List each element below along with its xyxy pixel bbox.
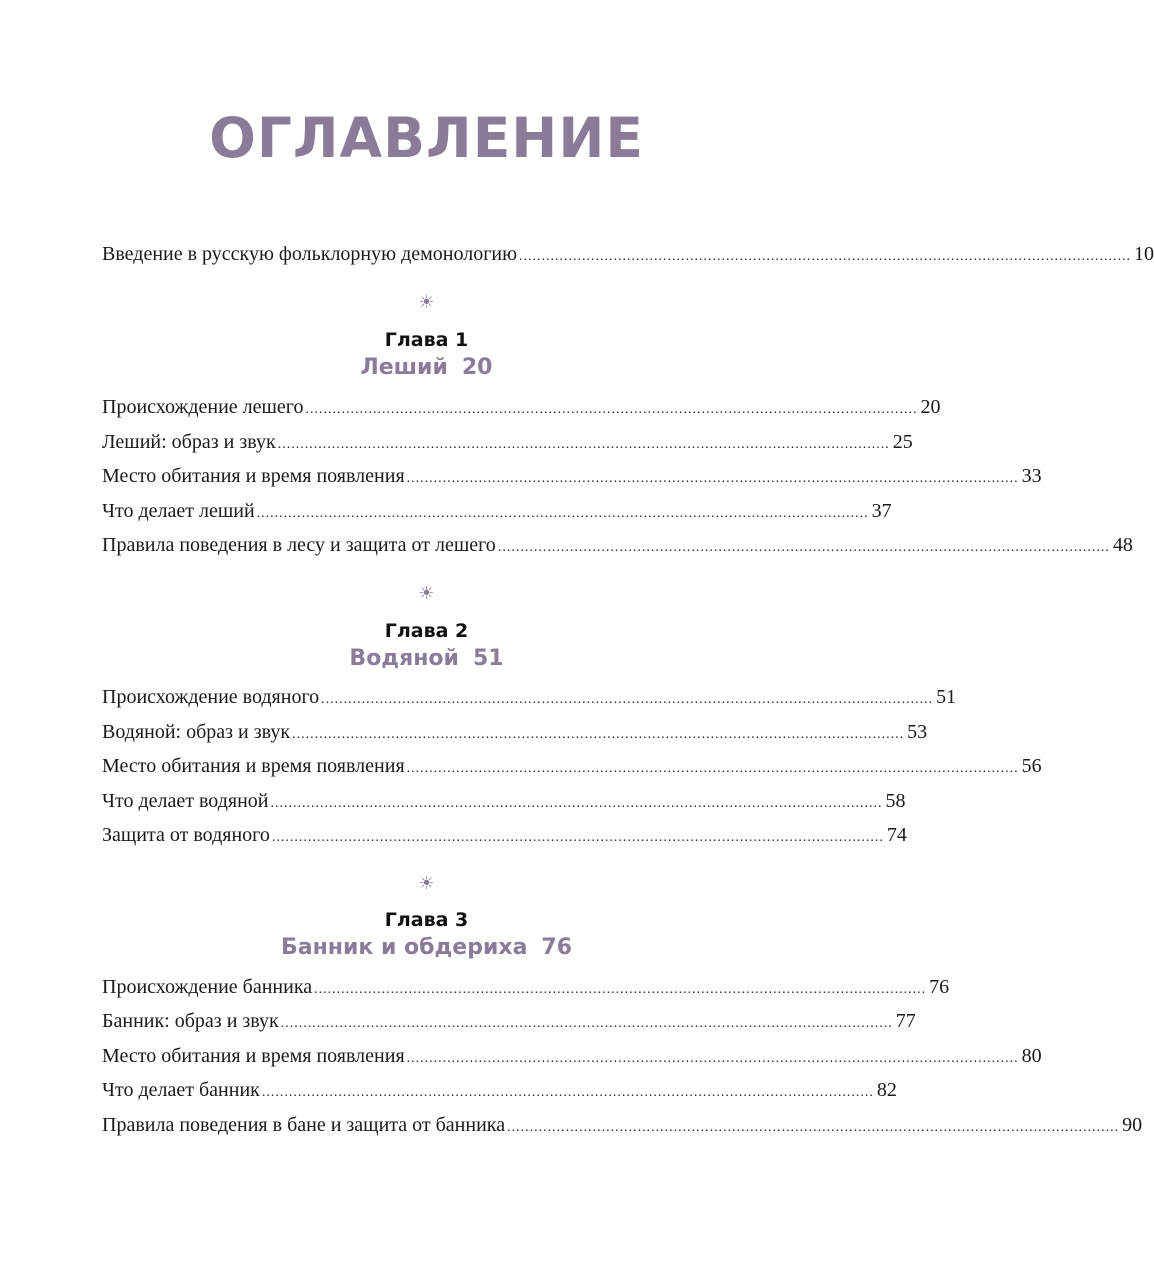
toc-entry[interactable]	[102, 429, 913, 455]
separator-star-icon: ☀	[418, 873, 435, 894]
dot-leader: ........................................................................................................................................	[292, 727, 905, 742]
chapter-label: Глава 1	[384, 329, 469, 351]
dot-leader: ........................................................................................................................................	[277, 437, 890, 452]
toc-entry[interactable]	[102, 684, 957, 710]
dot-leader: ........................................................................................................................................	[406, 471, 1019, 486]
separator-star-icon: ☀	[418, 583, 435, 604]
toc-entry-label: Что делает леший	[102, 500, 255, 522]
dot-leader: ........................................................................................................................................	[261, 1085, 874, 1100]
chapter-label: Глава 3	[384, 909, 469, 931]
chapter-title[interactable]	[0, 935, 853, 960]
chapter-title-page: 76	[541, 935, 573, 960]
toc-entry-page: 20	[920, 396, 941, 418]
toc-entry-page: 58	[885, 790, 906, 812]
toc-entry[interactable]	[102, 394, 941, 420]
toc-entry-label: Происхождение водяного	[102, 686, 320, 708]
toc-entry-page: 25	[892, 431, 913, 453]
toc-entry-label: Водяной: образ и звук	[102, 721, 291, 743]
toc-entry-label: Правила поведения в бане и защита от банника	[102, 1114, 506, 1136]
toc-entry-label: Банник: образ и звук	[102, 1010, 279, 1032]
toc-entry-label: Леший: образ и звук	[102, 431, 276, 453]
toc-entry-page: 80	[1021, 1045, 1042, 1067]
dot-leader: ........................................................................................................................................	[406, 1051, 1019, 1066]
toc-entry-intro[interactable]	[102, 241, 1154, 267]
toc-entry-label: Место обитания и время появления	[102, 755, 405, 777]
separator-star-icon: ☀	[418, 292, 435, 313]
toc-entry-label: Что делает водяной	[102, 790, 269, 812]
chapter-title-text: Водяной	[349, 646, 459, 671]
dot-leader: ........................................................................................................................................	[314, 982, 927, 997]
chapter-title[interactable]	[0, 355, 853, 380]
dot-leader: ........................................................................................................................................	[497, 540, 1110, 555]
toc-entry-label: Место обитания и время появления	[102, 465, 405, 487]
toc-entry-label: Защита от водяного	[102, 824, 270, 846]
toc-entry[interactable]	[102, 463, 1042, 489]
dot-leader: ........................................................................................................................................	[406, 761, 1019, 776]
toc-entry[interactable]	[102, 974, 950, 1000]
toc-entry-label: Происхождение банника	[102, 976, 313, 998]
toc-entry-page: 82	[876, 1079, 897, 1101]
toc-entry[interactable]	[102, 498, 892, 524]
toc-entry[interactable]	[102, 1008, 916, 1034]
toc-entry[interactable]	[102, 532, 1133, 558]
chapter-label: Глава 2	[384, 620, 469, 642]
toc-entry-label: Что делает банник	[102, 1079, 260, 1101]
toc-entry[interactable]	[102, 822, 907, 848]
toc-entry-label: Место обитания и время появления	[102, 1045, 405, 1067]
toc-entry-page: 51	[936, 686, 957, 708]
toc-entry[interactable]	[102, 1077, 897, 1103]
toc-entry-page: 10	[1134, 243, 1154, 265]
chapter-title-text: Леший	[360, 355, 448, 380]
toc-entry[interactable]	[102, 1043, 1042, 1069]
chapter-title[interactable]	[0, 646, 853, 671]
page-title: ОГЛАВЛЕНИЕ	[209, 106, 644, 170]
dot-leader: ........................................................................................................................................	[256, 506, 869, 521]
dot-leader: ........................................................................................................................................	[321, 692, 934, 707]
dot-leader: ........................................................................................................................................	[519, 249, 1132, 264]
dot-leader: ........................................................................................................................................	[270, 796, 883, 811]
toc-entry-page: 74	[886, 824, 907, 846]
toc-entry-page: 56	[1021, 755, 1042, 777]
toc-entry-label: Правила поведения в лесу и защита от лешего	[102, 534, 496, 556]
toc-entry-page: 76	[929, 976, 950, 998]
toc-entry[interactable]	[102, 753, 1042, 779]
toc-entry[interactable]	[102, 1112, 1143, 1138]
toc-entry-page: 37	[871, 500, 892, 522]
dot-leader: ........................................................................................................................................	[271, 830, 884, 845]
dot-leader: ........................................................................................................................................	[280, 1016, 893, 1031]
toc-entry[interactable]	[102, 719, 928, 745]
dot-leader: ........................................................................................................................................	[305, 402, 918, 417]
dot-leader: ........................................................................................................................................	[507, 1120, 1120, 1135]
toc-entry-page: 53	[907, 721, 928, 743]
chapter-title-text: Банник и обдериха	[280, 935, 528, 960]
chapter-title-page: 51	[472, 646, 504, 671]
toc-entry-page: 33	[1021, 465, 1042, 487]
toc-entry-label: Введение в русскую фольклорную демонологию	[102, 243, 518, 265]
toc-entry-page: 90	[1122, 1114, 1143, 1136]
toc-entry-label: Происхождение лешего	[102, 396, 304, 418]
chapter-title-page: 20	[461, 355, 493, 380]
toc-entry-page: 77	[895, 1010, 916, 1032]
toc-entry-page: 48	[1112, 534, 1133, 556]
toc-entry[interactable]	[102, 788, 906, 814]
